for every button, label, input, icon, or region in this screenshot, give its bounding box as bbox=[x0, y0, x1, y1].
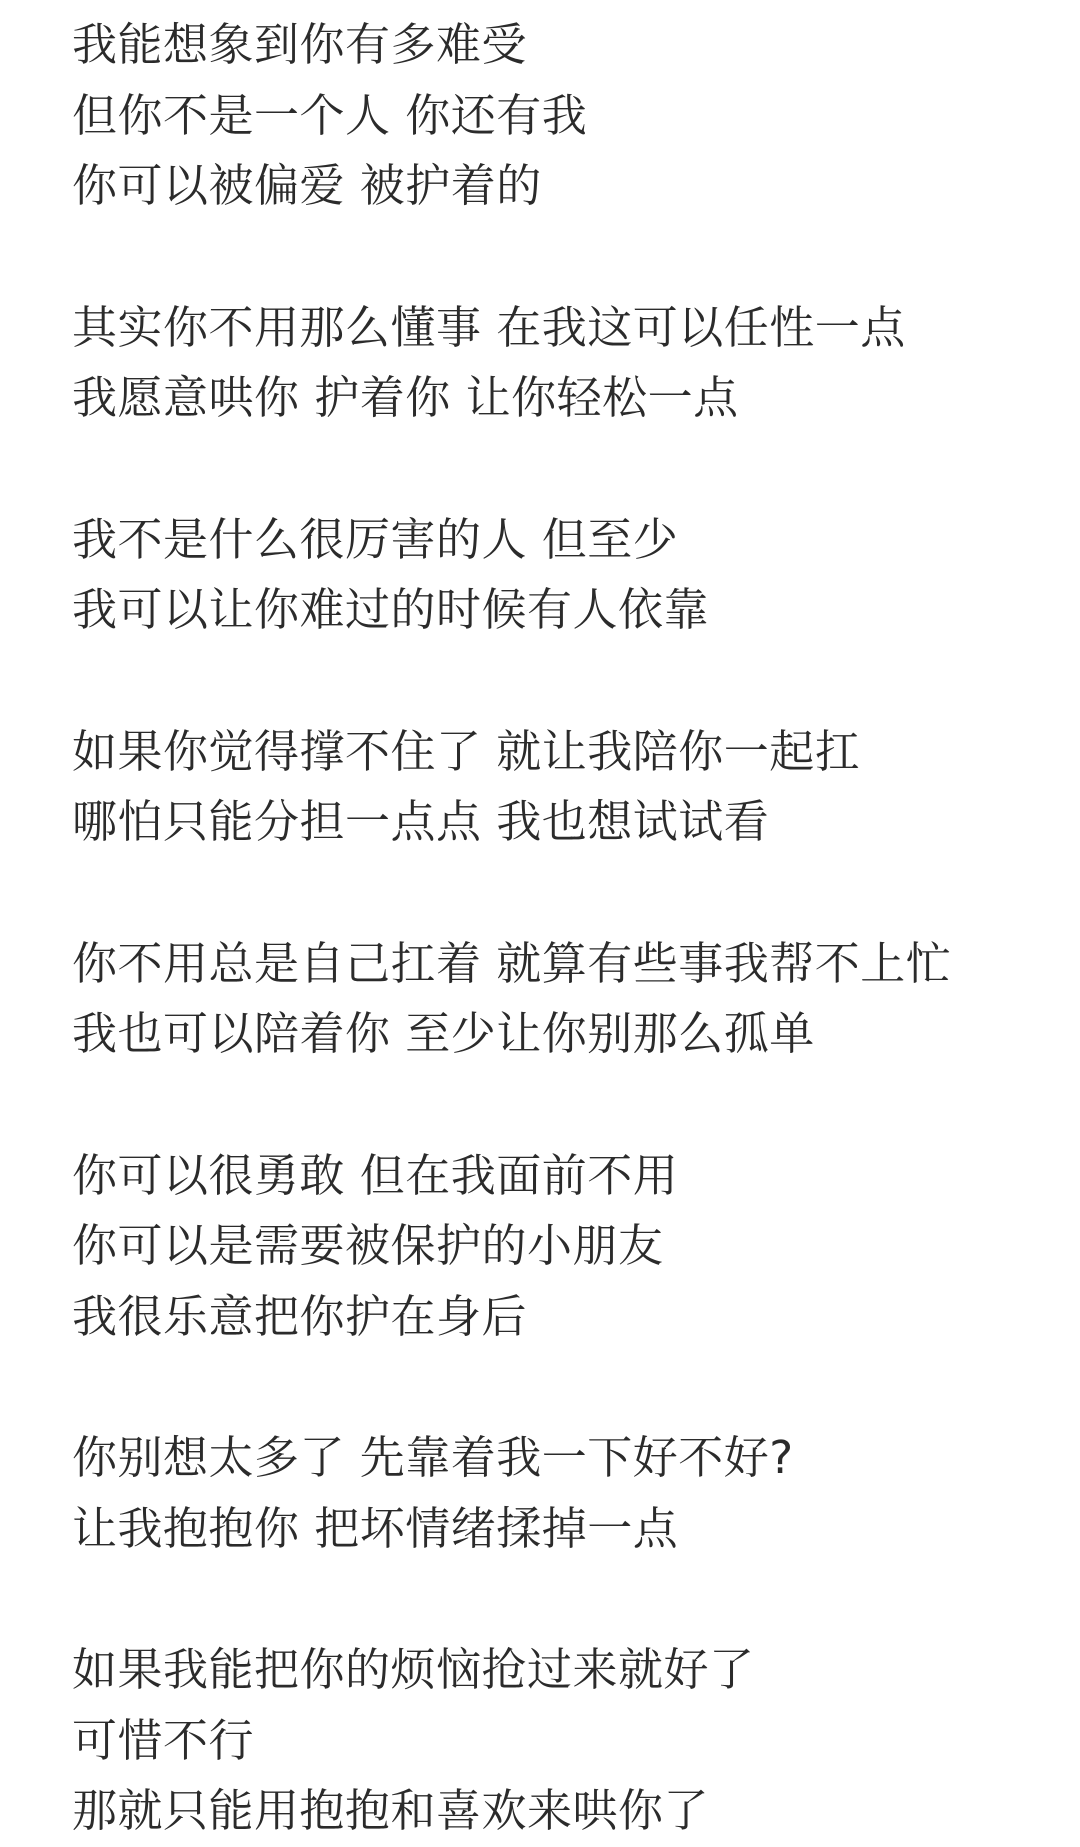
text-line: 我很乐意把你护在身后 bbox=[72, 1289, 528, 1343]
text-line: 你可以是需要被保护的小朋友 bbox=[72, 1219, 664, 1272]
text-line: 你可以被偏爱 被护着的 bbox=[72, 159, 542, 212]
text-line: 如果我能把你的烦恼抢过来就好了 bbox=[72, 1643, 755, 1696]
text-line: 你可以很勇敢 但在我面前不用 bbox=[72, 1148, 679, 1202]
paragraph bbox=[72, 10, 1062, 222]
text-line: 哪怕只能分担一点点 我也想试试看 bbox=[72, 795, 770, 848]
paragraph bbox=[72, 293, 1062, 434]
paragraph bbox=[72, 1141, 1062, 1353]
text-line: 我也可以陪着你 至少让你别那么孤单 bbox=[72, 1007, 815, 1060]
text-line: 我不是什么很厉害的人 但至少 bbox=[72, 512, 679, 566]
text-body bbox=[72, 10, 1062, 1847]
text-line: 让我抱抱你 把坏情绪揉掉一点 bbox=[72, 1501, 679, 1555]
text-line: 其实你不用那么懂事 在我这可以任性一点 bbox=[72, 300, 906, 354]
text-line: 但你不是一个人 你还有我 bbox=[72, 88, 588, 142]
paragraph bbox=[72, 929, 1062, 1070]
text-line: 我能想象到你有多难受 bbox=[72, 18, 528, 71]
paragraph bbox=[72, 1423, 1062, 1564]
text-line: 如果你觉得撑不住了 就让我陪你一起扛 bbox=[72, 724, 861, 778]
paragraph bbox=[72, 1635, 1062, 1847]
paragraph bbox=[72, 505, 1062, 646]
text-line: 我可以让你难过的时候有人依靠 bbox=[72, 583, 710, 636]
text-line: 我愿意哄你 护着你 让你轻松一点 bbox=[72, 371, 739, 424]
paragraph bbox=[72, 717, 1062, 858]
text-line: 可惜不行 bbox=[72, 1713, 255, 1767]
text-line: 那就只能用抱抱和喜欢来哄你了 bbox=[72, 1784, 710, 1837]
text-line: 你别想太多了 先靠着我一下好不好? bbox=[72, 1431, 794, 1484]
text-line: 你不用总是自己扛着 就算有些事我帮不上忙 bbox=[72, 936, 952, 990]
